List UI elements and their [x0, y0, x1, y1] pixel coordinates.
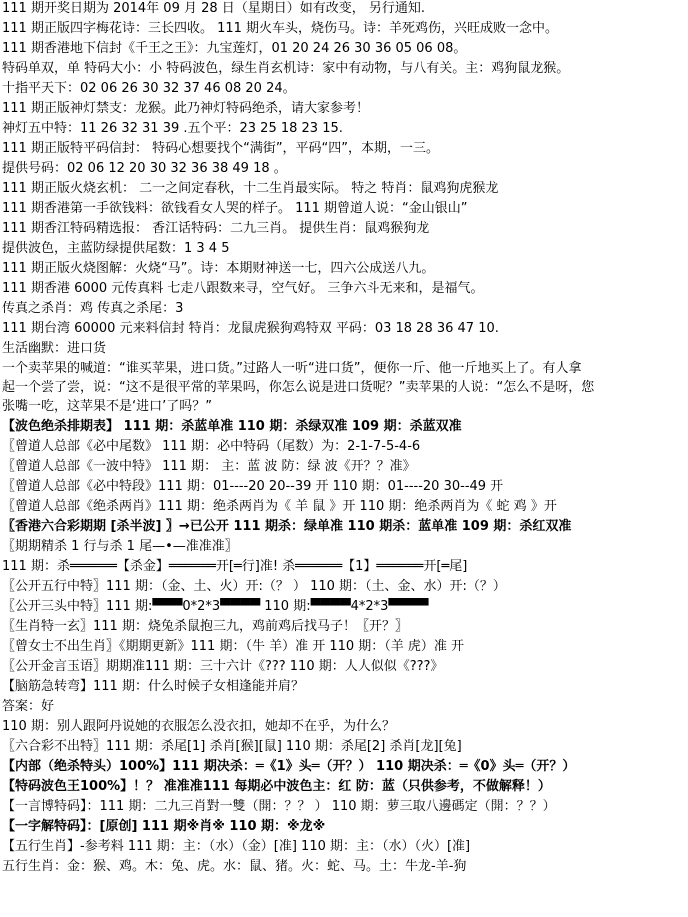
line-19: 一个卖苹果的喊道：“谁买苹果，进口货。”过路人一听“进口货”，便你一斤、他一斤地买上了。有人拿 [2, 361, 582, 376]
line-13: 提供波色，主蓝防绿提供尾数：1 3 4 5 [2, 241, 230, 256]
line-38: 〖六合彩不出特〗111 期：杀尾[1] 杀肖[猴][鼠] 110 期：杀尾[2] 杀肖[龙][兔] [2, 739, 462, 754]
line-28: 〖期期精杀 1 行与杀 1 尾—•—准准准〗 [2, 539, 238, 554]
line-37: 110 期：别人跟阿丹说她的衣服怎么没衣扣，她却不在乎，为什么？ [2, 719, 395, 734]
line-3: 111 期香港地下信封《千王之王》：九宝莲灯，01 20 24 26 30 36 05 06 08。 [2, 41, 467, 56]
line-11: 111 期香港第一手欲钱料：欲钱看女人哭的样子。 111 期曾道人说：“金山银山” [2, 201, 468, 216]
line-4: 特码单双，单 特码大小：小 特码波色，绿生肖玄机诗：家中有动物，与八有关。主：鸡狗鼠龙猴。 [2, 61, 570, 76]
line-15: 111 期香港 6000 元传真料 七走八跟数来寻，空气好。 三争六斗无来和，是福气。 [2, 281, 484, 296]
line-8: 111 期正版特平码信封： 特码心想要找个“满街”，平码“四”，本期，一三。 [2, 141, 440, 156]
line-32: 〖生肖特一玄〗111 期：烧兔杀鼠抱三九，鸡前鸡后找马子！〖开？〗 [2, 619, 408, 634]
line-22: 【波色绝杀排期表】 111 期：杀蓝单准 110 期：杀绿双准 109 期：杀蓝双准 [2, 419, 462, 434]
line-20: 起一个尝了尝，说：“这不是很平常的苹果吗，你怎么说是进口货呢？”卖苹果的人说：“怎么不是呀，您 [2, 380, 595, 395]
line-7: 神灯五中特：11 26 32 31 39 .五个平：23 25 18 23 15. [2, 121, 343, 136]
line-10: 111 期正版火烧玄机： 二一之间定春秋，十二生肖最实际。 特之 特肖：鼠鸡狗虎猴龙 [2, 181, 499, 196]
line-33: 〖曾女士不出生肖〗《期期更新》111 期：（牛 羊）准 开 110 期：（羊 虎）准 开 [2, 639, 465, 654]
line-30: 〖公开五行中特〗111 期：（金、土、火）开:（？ ） 110 期：（土、金、水）开:（？） [2, 579, 506, 594]
line-24: 〖曾道人总部《一波中特》 111 期： 主：蓝 波 防：绿 波《开？？准》 [2, 459, 416, 474]
line-31: 〖公开三头中特〗111 期:▀▀▀0*2*3▀▀▀▀ 110 期:▀▀▀▀4*2*3▀▀▀▀ [2, 599, 429, 614]
line-18: 生活幽默：进口货 [2, 341, 107, 356]
line-17: 111 期台湾 60000 元来料信封 特肖：龙鼠虎猴狗鸡特双 平码：03 18 28 36 47 10. [2, 321, 499, 336]
line-9: 提供号码：02 06 12 20 30 32 36 38 49 18 。 [2, 161, 287, 176]
line-27: 〖香港六合彩期期 [杀半波] 〗→已公开 111 期杀：绿单准 110 期杀：蓝单准 109 期：杀红双准 [2, 519, 572, 534]
line-14: 111 期正版火烧图解：火烧“马”。诗：本期财神送一七，四六公成送八九。 [2, 261, 435, 276]
line-36: 答案：好 [2, 699, 55, 714]
line-2: 111 期正版四字梅花诗：三长四收。 111 期火车头，烧伤马。诗：羊死鸡伤，兴旺成败一念中。 [2, 21, 559, 36]
line-16: 传真之杀肖：鸡 传真之杀尾：3 [2, 301, 184, 316]
line-44: 五行生肖：金：猴、鸡。木：兔、虎。水：鼠、猪。火：蛇、马。土：牛龙-羊-狗 [2, 859, 467, 874]
line-6: 111 期正版神灯禁支：龙猴。此乃神灯特码绝杀，请大家参考！ [2, 101, 369, 116]
line-41: 【一言博特码】：111 期：二九三肖對一雙（開：？？ ） 110 期：萝三取八邊碼定（開：？？） [2, 799, 556, 814]
line-35: 【脑筋急转弯】111 期：什么时候子女相逢能并肩？ [2, 679, 304, 694]
line-26: 〖曾道人总部《绝杀两肖》111 期：绝杀两肖为《 羊 鼠 》开 110 期：绝杀两肖为《 蛇 鸡 》开 [2, 499, 557, 514]
line-42: 【一字解特码】：[原创] 111 期※肖※ 110 期：※龙※ [2, 819, 326, 834]
line-25: 〖曾道人总部《必中特段》111 期：01----20 20--39 开 110 期：01----20 30--49 开 [2, 479, 504, 494]
line-5: 十指平天下：02 06 26 30 32 37 46 08 20 24。 [2, 81, 296, 96]
line-39: 【内部（绝杀特头）100%】111 期决杀：═《1》头═（开？） 110 期决杀：═《0》头═（开？） [2, 759, 576, 774]
line-12: 111 期香江特码精选报： 香江话特码：二九三肖。 提供生肖：鼠鸡猴狗龙 [2, 221, 430, 236]
line-21: 张嘴一吃，这苹果不是‘进口’了吗？” [2, 399, 212, 414]
line-34: 〖公开金言玉语〗期期准111 期：三十六计《??? 110 期：人人似似《???》 [2, 659, 444, 674]
line-40: 【特码波色王100%】！？ 准准准111 每期必中波色主：红 防：蓝（只供参考，不做解释！） [2, 779, 551, 794]
line-43: 【五行生肖】-参考料 111 期：主：（水）（金）[准] 110 期：主：（水）（火）[准] [2, 839, 471, 854]
line-1: 111 期开奖日期为 2014年 09 月 28 日（星期日）如有改变， 另行通知. [2, 1, 426, 16]
line-23: 〖曾道人总部《必中尾数》 111 期：必中特码（尾数）为：2-1-7-5-4-6 [2, 439, 421, 454]
line-29: 111 期：杀══════【杀金】══════开[═行]准! 杀══════【1】══════开[═尾] [2, 559, 468, 574]
